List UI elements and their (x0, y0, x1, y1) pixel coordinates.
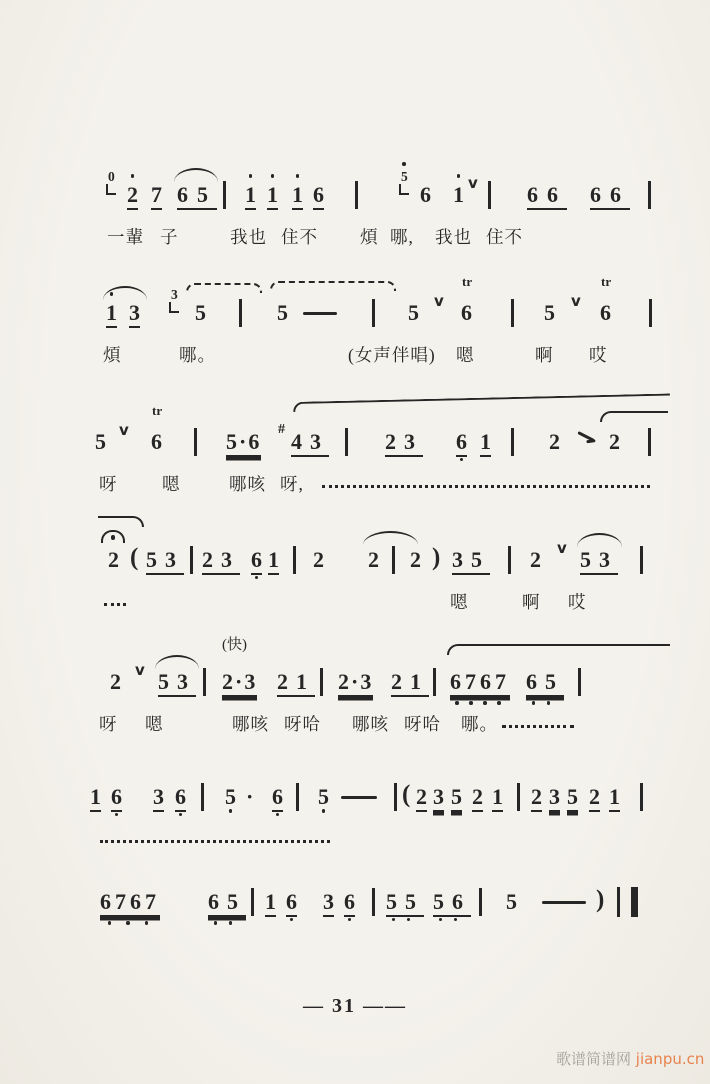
note: 1 (267, 182, 278, 210)
note: 5 (408, 300, 419, 325)
note: 2 (410, 547, 421, 572)
note: 35 (452, 547, 490, 575)
octave-dot-below (456, 458, 467, 462)
octave-dot-below (286, 918, 297, 922)
slide-mark-icon (577, 431, 594, 442)
lyric: 我也 (230, 227, 267, 247)
lyric: 哪。 (461, 714, 498, 734)
note: 2 (110, 669, 121, 694)
lyric: 呀, (280, 474, 304, 494)
note: 21 (277, 669, 315, 697)
barline (508, 546, 511, 574)
note: 3 (323, 889, 334, 917)
lyric: 哪咳 (229, 474, 266, 494)
octave-dot-below (450, 701, 506, 705)
note: 43 (291, 429, 329, 457)
barline (194, 428, 197, 456)
note: 2 (609, 429, 620, 454)
page-number (0, 995, 710, 1018)
note: 3 (433, 784, 444, 812)
note: 21 (391, 669, 429, 697)
final-barline (617, 887, 638, 917)
slur (174, 168, 218, 182)
breath-mark-icon: v (557, 539, 567, 557)
note: 5 (318, 784, 329, 809)
breath-mark-icon: v (135, 661, 145, 679)
lyric: 嗯 (450, 592, 469, 612)
note: 2·3 (222, 669, 257, 697)
lyric: 哎 (589, 345, 608, 365)
barline (479, 888, 482, 916)
slur (186, 283, 262, 293)
note: 1 (106, 300, 117, 328)
staff-system (0, 637, 710, 779)
note: 2 (531, 784, 542, 812)
note: 2 (472, 784, 483, 812)
breath-mark-icon: v (119, 421, 129, 439)
octave-dot-above (267, 174, 278, 178)
note: 1 (609, 784, 620, 812)
barline (517, 783, 520, 811)
note: 53 (158, 669, 196, 697)
note: 3 (129, 300, 140, 328)
staff-system (0, 539, 710, 657)
note: 6 (456, 429, 467, 457)
octave-dot-above (453, 174, 464, 178)
barline (488, 181, 491, 209)
note: 6 (272, 784, 283, 812)
lyric: 呀哈 (284, 714, 321, 734)
note-dash (341, 796, 377, 799)
lyric: 啊 (535, 345, 554, 365)
note: 3 (549, 784, 560, 812)
lyric: 嗯 (162, 474, 181, 494)
octave-dot-below (175, 813, 186, 817)
grace-note: 0 (106, 170, 116, 195)
barline (372, 888, 375, 916)
barline (201, 783, 204, 811)
lyric: 哪咳 (232, 714, 269, 734)
note: 1 (90, 784, 101, 812)
note: 6 (151, 429, 162, 454)
trill-mark: tr (152, 403, 163, 418)
octave-dot-below (526, 701, 556, 705)
breath-mark-icon: v (468, 174, 478, 192)
note: 2 (549, 429, 560, 454)
lyric: 哎 (568, 592, 587, 612)
octave-dot-above (245, 174, 256, 178)
lyric: 嗯 (456, 345, 475, 365)
note: 66 (590, 182, 630, 210)
note: 2 (416, 784, 427, 812)
note: 6 (175, 784, 186, 812)
note: 66 (527, 182, 567, 210)
lyric: 煩 (360, 227, 379, 247)
note: 23 (385, 429, 423, 457)
note: 1 (265, 889, 276, 917)
note: 1 (492, 784, 503, 812)
octave-dot-below (111, 813, 122, 817)
watermark-site-name: 歌谱简谱网 (556, 1050, 636, 1068)
barline (372, 299, 375, 327)
augmentation-dot: · (246, 784, 254, 809)
lyric-continuation-dots (322, 485, 650, 488)
octave-dot-below (318, 809, 329, 813)
watermark-site-url: jianpu.cn (635, 1050, 705, 1068)
note: 6 (286, 889, 297, 917)
parenthesis: ( (130, 544, 139, 571)
lyric: 啊 (522, 592, 541, 612)
barline (345, 428, 348, 456)
trill-mark: tr (601, 274, 612, 289)
tie (447, 644, 670, 655)
note: 1 (245, 182, 256, 210)
watermark (556, 1048, 704, 1069)
barline (649, 299, 652, 327)
breath-mark-icon: v (434, 292, 444, 310)
note: 23 (202, 547, 240, 575)
barline (355, 181, 358, 209)
lyric: 呀 (99, 474, 118, 494)
note: 2·3 (338, 669, 373, 697)
note: 6 (461, 300, 472, 325)
note: 5 (195, 300, 206, 325)
barline (223, 181, 226, 209)
barline (190, 546, 193, 574)
grace-note: 5 (399, 170, 409, 195)
note-dash (303, 312, 337, 315)
barline (251, 888, 254, 916)
octave-dot-below (208, 921, 238, 925)
note: 1 (292, 182, 303, 210)
barline (648, 181, 651, 209)
note: 5 (506, 889, 517, 914)
note: 6767 (450, 669, 510, 697)
lyric: 一輩 (107, 227, 144, 247)
lyric: 嗯 (145, 714, 164, 734)
octave-dot-below (386, 918, 416, 922)
breath-mark-icon: v (571, 292, 581, 310)
barline (511, 299, 514, 327)
lyric: 哪咳 (352, 714, 389, 734)
lyric: 哪。 (179, 345, 216, 365)
octave-dot-above (292, 174, 303, 178)
note: 5 (567, 784, 578, 812)
note: 5 (544, 300, 555, 325)
note: 5 (451, 784, 462, 812)
barline (433, 668, 436, 696)
fermata-icon (101, 530, 125, 543)
note: 6767 (100, 889, 160, 917)
octave-dot-below (225, 809, 236, 813)
note: 6 (313, 182, 324, 210)
lyric: 子 (160, 227, 179, 247)
note: 53 (146, 547, 184, 575)
barline (511, 428, 514, 456)
staff-system (0, 274, 710, 410)
note: 5 (95, 429, 106, 454)
grace-hook-icon (169, 302, 179, 313)
octave-dot-below (344, 918, 355, 922)
note: 2 (108, 547, 119, 572)
octave-dot-below (272, 813, 283, 817)
trill-mark: tr (462, 274, 473, 289)
parenthesis: ) (596, 886, 605, 913)
barline (296, 783, 299, 811)
parenthesis: ) (432, 544, 441, 571)
note: 1 (268, 547, 279, 575)
note-dash (542, 901, 586, 904)
note: 55 (386, 889, 424, 917)
barline (203, 668, 206, 696)
lyric: 哪, (390, 227, 414, 247)
note: 2 (313, 547, 324, 572)
barline (640, 546, 643, 574)
lyric: (女声伴唱) (348, 345, 436, 365)
barline (293, 546, 296, 574)
tie (98, 516, 144, 527)
note: 2 (589, 784, 600, 812)
parenthesis: ( (402, 781, 411, 808)
slur (155, 655, 199, 669)
note: 5 (277, 300, 288, 325)
octave-dot-below (433, 918, 463, 922)
note: 6 (600, 300, 611, 325)
lyric-continuation-dots (104, 603, 126, 606)
barline (640, 783, 643, 811)
note: 1 (480, 429, 491, 457)
octave-dot-below (100, 921, 156, 925)
tempo-annotation: (快) (222, 637, 247, 653)
barline (578, 668, 581, 696)
note: 5 (225, 784, 236, 809)
grace-note: 3 (169, 288, 179, 313)
note: 56 (433, 889, 471, 917)
slur (270, 281, 396, 291)
lyric: 住不 (486, 227, 523, 247)
note: 2 (530, 547, 541, 572)
note: 65 (526, 669, 564, 697)
barline (394, 783, 397, 811)
lyric-continuation-dots (502, 725, 574, 728)
note: 2 (368, 547, 379, 572)
octave-dot-above (399, 162, 409, 166)
note: 6 (251, 547, 262, 575)
octave-dot-above (127, 174, 138, 178)
note: 1 (453, 182, 464, 207)
note: 6 (111, 784, 122, 812)
note: 53 (580, 547, 618, 575)
sharp-sign: # (278, 422, 285, 437)
staff-system (0, 886, 710, 999)
lyric: 呀哈 (404, 714, 441, 734)
lyric: 我也 (435, 227, 472, 247)
lyric: 住不 (281, 227, 318, 247)
note: 2 (127, 182, 138, 210)
staff-system (0, 781, 710, 894)
note: 6 (344, 889, 355, 917)
lyric-continuation-dots (100, 840, 330, 843)
note: 5·6 (226, 429, 261, 457)
barline (648, 428, 651, 456)
page-number-label: — 31 —— (303, 995, 407, 1017)
note: 65 (208, 889, 246, 917)
grace-hook-icon (106, 184, 116, 195)
tie (600, 411, 668, 422)
barline (392, 546, 395, 574)
octave-dot-below (251, 576, 262, 580)
grace-hook-icon (399, 184, 409, 195)
note: 3 (153, 784, 164, 812)
barline (320, 668, 323, 696)
note: 6 (420, 182, 431, 207)
barline (239, 299, 242, 327)
note: 7 (151, 182, 162, 210)
lyric: 呀 (99, 714, 118, 734)
lyric: 煩 (103, 345, 122, 365)
note: 65 (177, 182, 217, 210)
